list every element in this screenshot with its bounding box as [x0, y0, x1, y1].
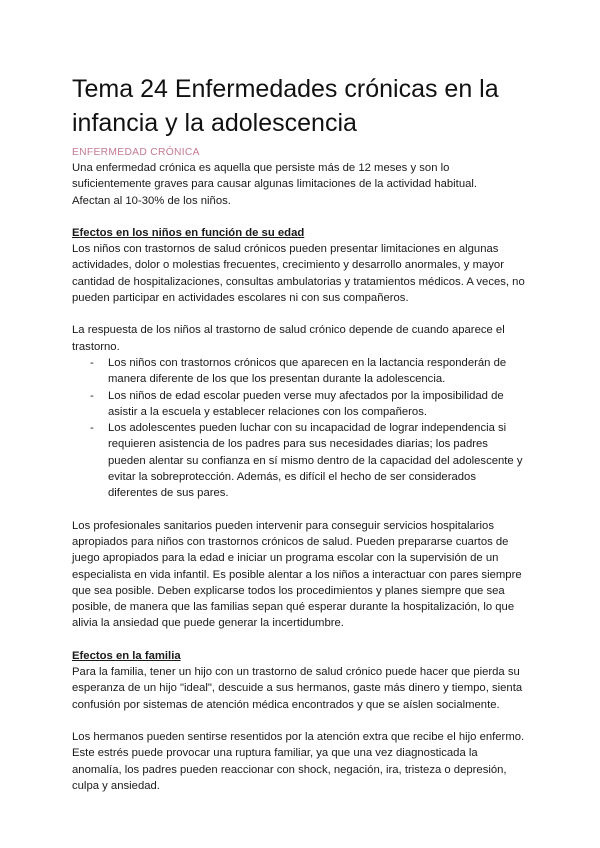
page-content: [72, 72, 528, 794]
list-item: - Los adolescentes pueden luchar con su incapacidad de lograr independencia si requieren asistencia de los padres para sus necesidades diarias; los padres pueden alentar su confianza en sí mismo dentro de la capacidad del adolescente y evitar la sobreprotección. Además, es difícil el hecho de ser considerados diferentes de sus pares.: [72, 420, 528, 501]
spacer: [72, 713, 528, 729]
page-title: Tema 24 Enfermedades crónicas en la infancia y la adolescencia: [72, 75, 499, 137]
spacer: [72, 306, 528, 322]
effects-children-paragraph-1: Los niños con trastornos de salud crónicos pueden presentar limitaciones en algunas actividades, dolor o molestias frecuentes, crecimiento y desarrollo anormales, y mayor cantidad de hospitalizaciones, consultas ambulatorias y tratamientos médicos. A veces, no pueden participar en actividades escolares ni con sus compañeros.: [72, 243, 525, 305]
effects-children-heading: Efectos en los niños en función de su edad: [72, 226, 305, 239]
effects-family-paragraph-1: Para la familia, tener un hijo con un trastorno de salud crónico puede hacer que pierda su esperanza de un hijo "ideal", descuide a sus hermanos, gaste más dinero y tiempo, sienta confusión por sistemas de atención médica encontrados y que se aíslen socialmente.: [72, 666, 523, 711]
prevalence-text: Afectan al 10-30% de los niños.: [72, 194, 231, 207]
age-response-list: [72, 355, 528, 502]
effects-family-heading: Efectos en la familia: [72, 649, 181, 662]
section-label: ENFERMEDAD CRÓNICA: [72, 147, 200, 158]
effects-family-paragraph-2: Los hermanos pueden sentirse resentidos por la atención extra que recibe el hijo enfermo. Este estrés puede provocar una ruptura familiar, ya que una vez diagnosticada la anomalía, los padres pueden reaccionar con shock, negación, ira, tristeza o depresión, culpa y ansiedad.: [72, 730, 525, 792]
definition-text: Una enfermedad crónica es aquella que persiste más de 12 meses y son lo suficientemente graves para causar algunas limitaciones de la actividad habitual.: [72, 162, 478, 191]
list-item: - Los niños con trastornos crónicos que aparecen en la lactancia responderán de manera diferente de los que los presentan durante la adolescencia.: [72, 355, 528, 388]
effects-children-paragraph-2: La respuesta de los niños al trastorno de salud crónico depende de cuando aparece el trastorno.: [72, 324, 505, 353]
list-item: - Los niños de edad escolar pueden verse muy afectados por la imposibilidad de asistir a la escuela y establecer relaciones con los compañeros.: [72, 388, 528, 421]
spacer: [72, 632, 528, 648]
spacer: [72, 209, 528, 225]
effects-children-paragraph-3: Los profesionales sanitarios pueden intervenir para conseguir servicios hospitalarios apropiados para niños con trastornos crónicos de salud. Pueden prepararse cuartos de juego apropiados para la edad e iniciar un programa escolar con la supervisión de un especialista en vida infantil. Es posible alentar a los niños a interactuar con pares siempre que sea posible. Deben explicarse todos los procedimientos y planes siempre que sea posible, de manera que las familias sepan qué esperar durante la hospitalización, lo que alivia la ansiedad que puede generar la incertidumbre.: [72, 519, 522, 630]
spacer: [72, 502, 528, 518]
